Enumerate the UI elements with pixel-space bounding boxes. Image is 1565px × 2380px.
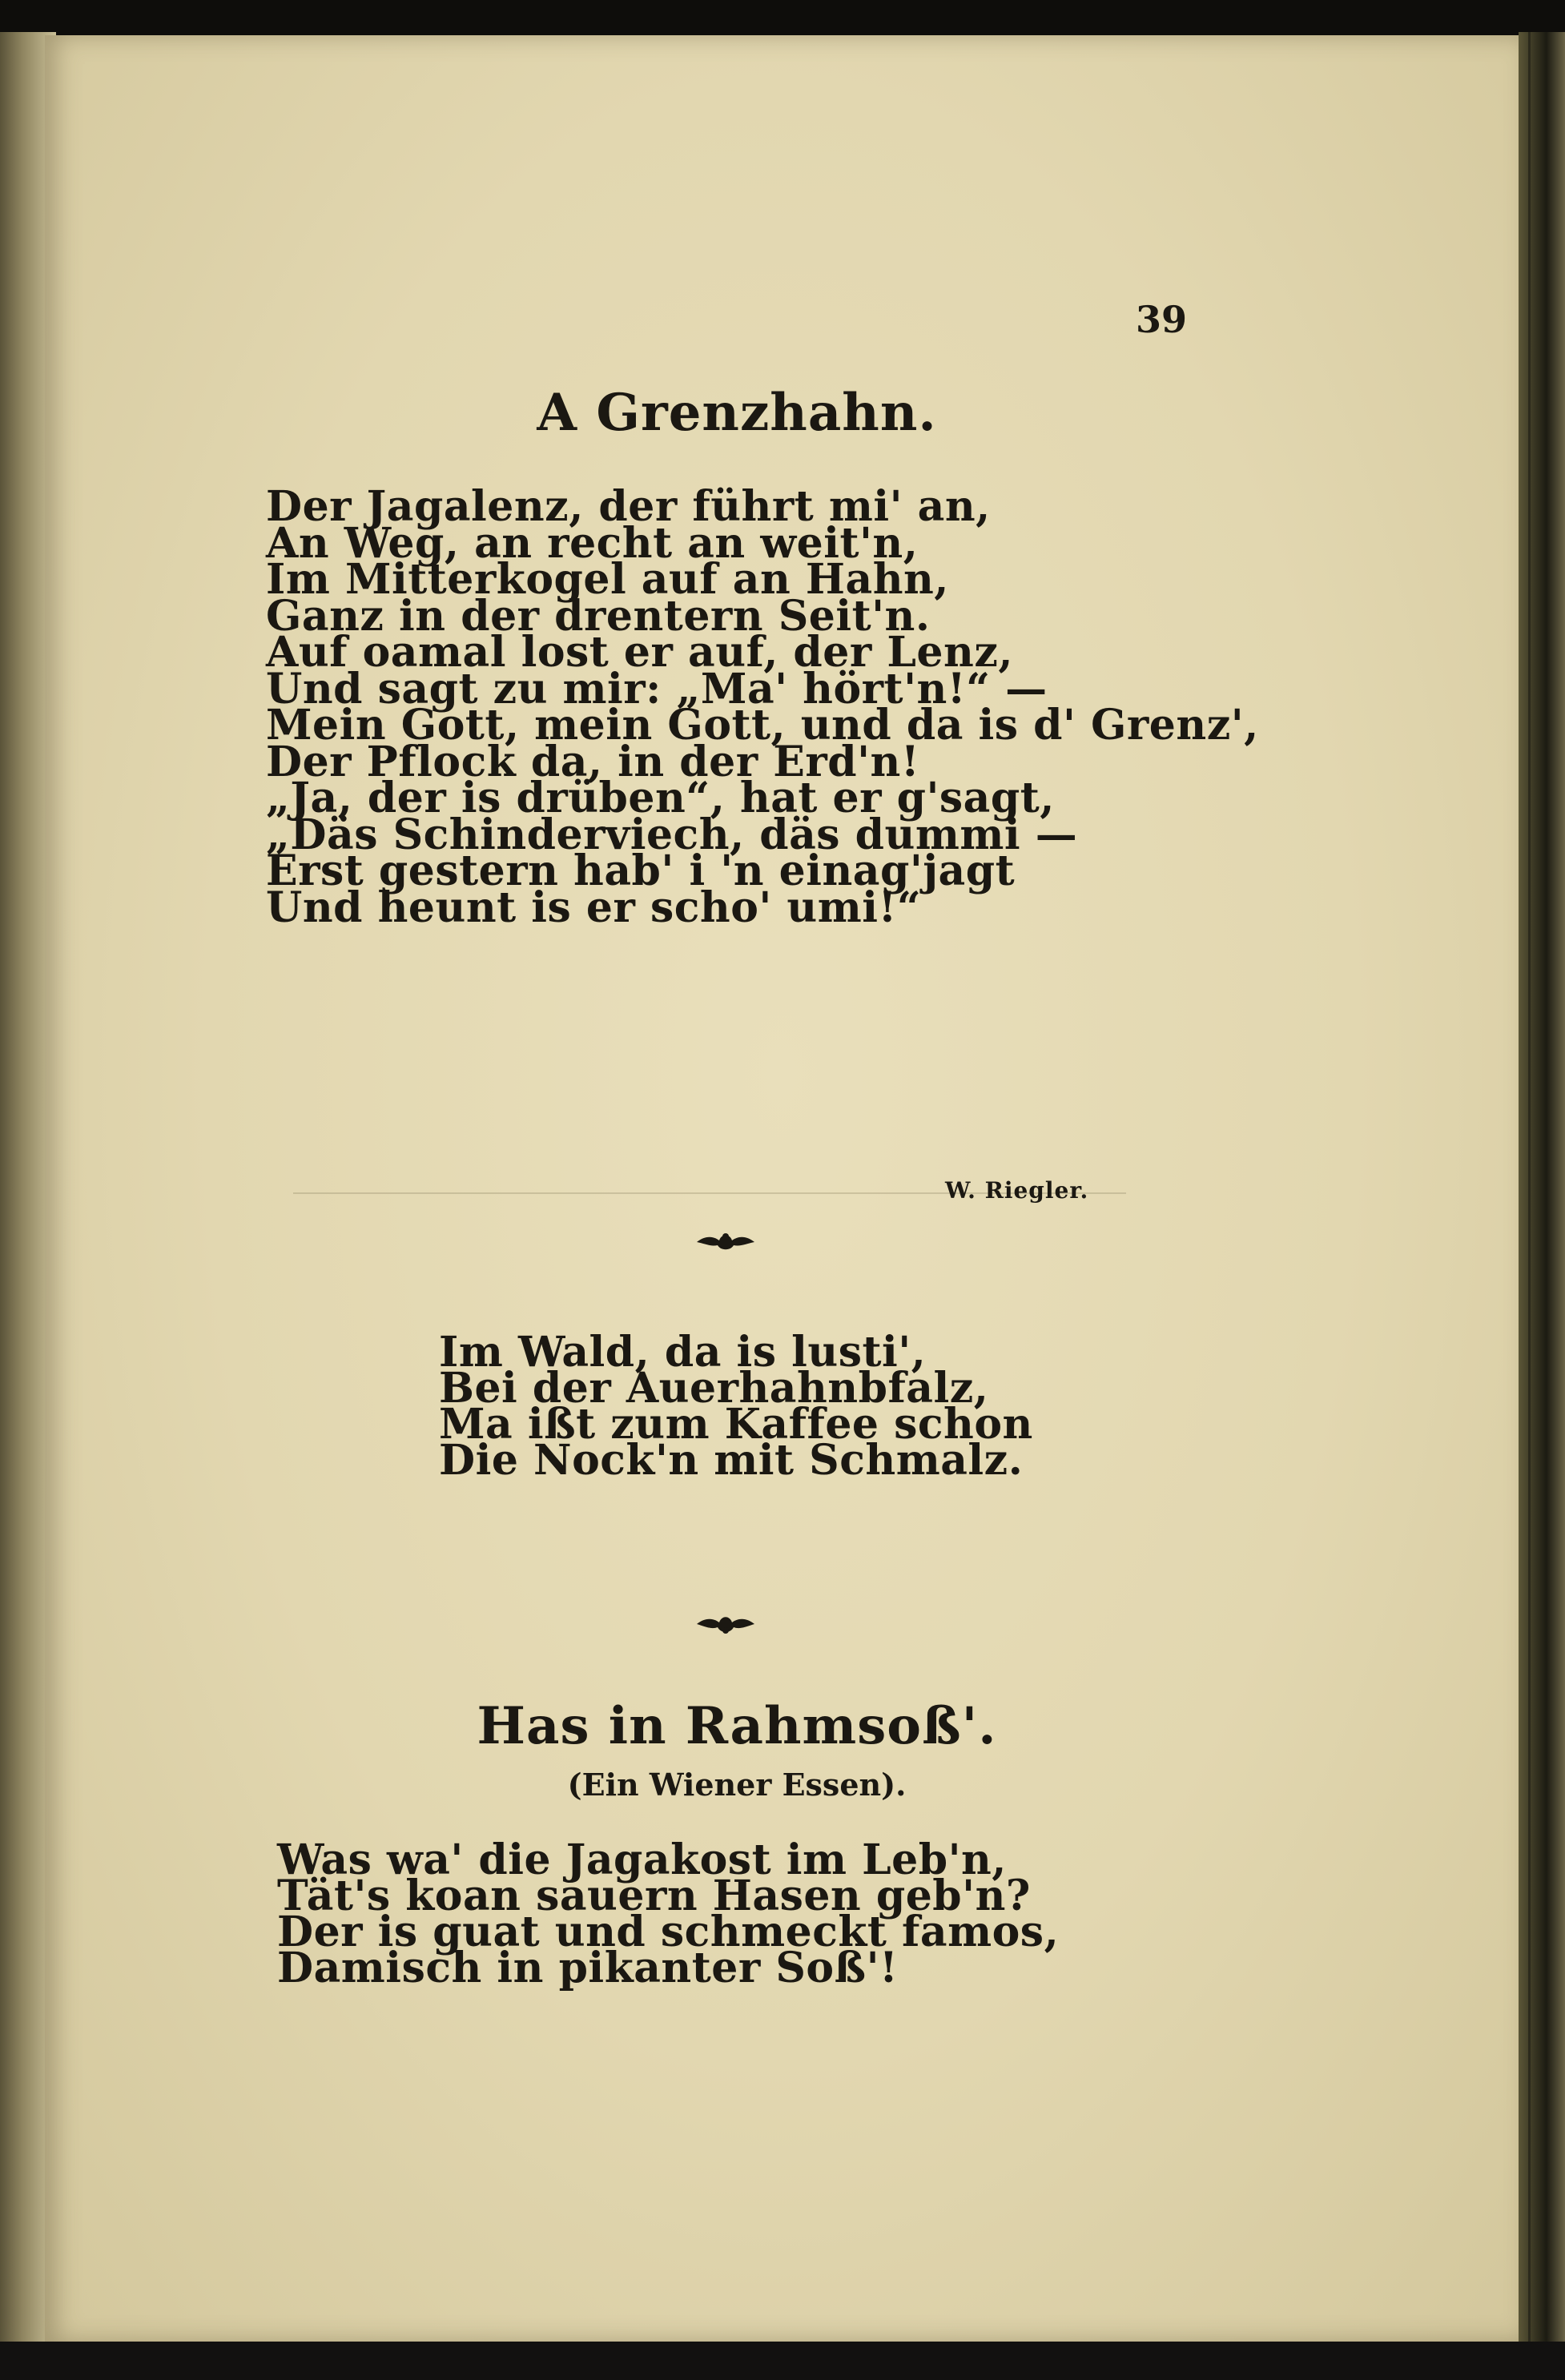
verse-line: Bei der Auerhahnbfalz, [439, 1364, 989, 1413]
verse-line: Erst gestern hab' i 'n einag'jagt [266, 846, 1016, 895]
poem-subtitle: (Ein Wiener Essen). [567, 1767, 907, 1803]
verse-line: Der Pflock da, in der Erd'n! [266, 737, 920, 786]
verse-line: Mein Gott, mein Gott, und da is d' Grenz', [266, 701, 1259, 750]
poem-stanza [266, 482, 1259, 932]
poem-author: W. Riegler. [945, 1177, 1089, 1204]
verse-line: Tät's koan sauern Hasen geb'n? [277, 1871, 1031, 1920]
fleuron-ornament-icon [694, 1611, 758, 1637]
poem-title: A Grenzhahn. [537, 383, 937, 443]
verse-line: Auf oamal lost er auf, der Lenz, [266, 628, 1013, 677]
verse-line: Die Nock'n mit Schmalz. [439, 1436, 1024, 1485]
verse-line: An Weg, an recht an weit'n, [266, 518, 919, 568]
verse-line: Der is guat und schmeckt famos, [277, 1908, 1060, 1956]
fleuron-ornament-icon [694, 1228, 758, 1254]
verse-line: Und sagt zu mir: „Ma' hört'n!“ — [266, 664, 1048, 714]
scan-border [0, 2342, 1565, 2380]
verse-line: Im Mitterkogel auf an Hahn, [266, 555, 949, 604]
verse-line: Und heunt is er scho' umi!“ [266, 882, 922, 932]
poem-title: Has in Rahmsoß'. [477, 1696, 997, 1756]
poem-stanza [277, 1835, 1060, 1992]
verse-line: Damisch in pikanter Soß'! [277, 1944, 899, 1992]
book-edge [1519, 32, 1565, 2354]
verse-line: Im Wald, da is lusti', [439, 1328, 927, 1377]
verse-line: „Däs Schinderviech, däs dummi — [266, 810, 1078, 859]
verse-line: Der Jagalenz, der führt mi' an, [266, 482, 991, 531]
poem-stanza [439, 1328, 1033, 1485]
book-page [45, 35, 1519, 2342]
verse-line: „Ja, der is drüben“, hat er g'sagt, [266, 774, 1055, 822]
verse-line: Was wa' die Jagakost im Leb'n, [277, 1835, 1007, 1884]
verse-line: Ganz in der drentern Seit'n. [266, 591, 931, 641]
page-number: 39 [1136, 298, 1188, 341]
verse-line: Ma ißt zum Kaffee schon [439, 1400, 1033, 1449]
